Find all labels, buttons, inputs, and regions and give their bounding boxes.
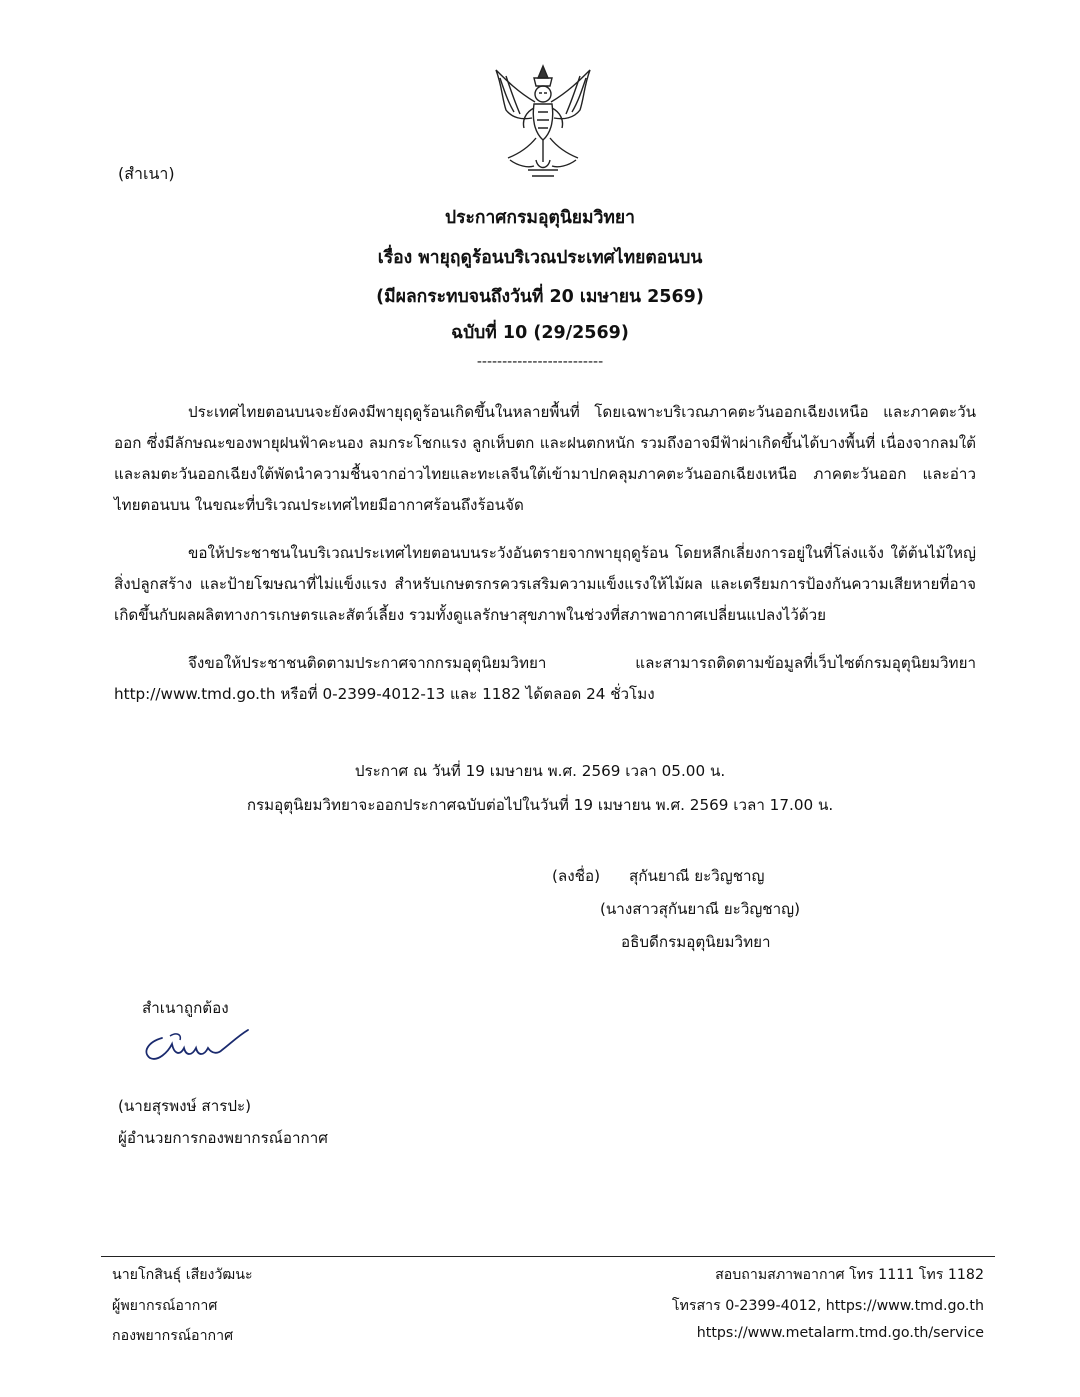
certifier-name: (นายสุรพงษ์ สารปะ) (118, 1097, 252, 1115)
announcement-effect-period: (มีผลกระทบจนถึงวันที่ 20 เมษายน 2569) (376, 287, 704, 307)
announcement-issue-number: ฉบับที่ 10 (29/2569) (451, 323, 629, 343)
signature-label: (ลงชื่อ) (552, 867, 601, 885)
garuda-emblem-icon (488, 62, 598, 182)
footer-forecaster-name: นายโกสินธุ์ เสียงวัฒนะ (112, 1267, 253, 1283)
issued-datetime: ประกาศ ณ วันที่ 19 เมษายน พ.ศ. 2569 เวลา 05.00 น. (354, 762, 726, 780)
footer-service-link[interactable]: https://www.metalarm.tmd.go.th/service (696, 1325, 984, 1341)
next-issue-datetime: กรมอุตุนิยมวิทยาจะออกประกาศฉบับต่อไปในวันที่ 19 เมษายน พ.ศ. 2569 เวลา 17.00 น. (246, 796, 834, 814)
signer-full-name: (นางสาวสุกันยาณี ยะวิญชาญ) (600, 900, 800, 918)
body-paragraph-3 (114, 648, 976, 710)
body-paragraph-2 (114, 538, 976, 631)
footer-division: กองพยากรณ์อากาศ (112, 1328, 234, 1344)
footer-forecaster-role: ผู้พยากรณ์อากาศ (112, 1298, 218, 1314)
certifier-title: ผู้อำนวยการกองพยากรณ์อากาศ (118, 1129, 328, 1147)
signer-title: อธิบดีกรมอุตุนิยมวิทยา (621, 933, 771, 951)
handwritten-signature-icon (140, 1024, 250, 1066)
footer-divider (101, 1256, 995, 1257)
announcement-title: ประกาศกรมอุตุนิยมวิทยา (444, 208, 636, 228)
signer-name: สุกันยาณี ยะวิญชาญ (629, 867, 765, 885)
body-paragraph-2-text: ขอให้ประชาชนในบริเวณประเทศไทยตอนบนระวังอันตรายจากพายุฤดูร้อน โดยหลีกเลี่ยงการอยู่ในที่โล่งแจ้ง ใต้ต้นไม้ใหญ่ สิ่งปลูกสร้าง และป้ายโฆษณาที่ไม่แข็งแรง สำหรับเกษตรกรควรเสริมความแข็งแรงให้ไม้ผล และเตรียมการป้องกันความเสียหายที่อาจเกิดขึ้นกับผลผลิตทางการเกษตรและสัตว์เลี้ยง รวมทั้งดูแลรักษาสุขภาพในช่วงที่สภาพอากาศเปลี่ยนแปลงไว้ด้วย (114, 544, 976, 624)
certified-copy-label: สำเนาถูกต้อง (142, 999, 229, 1017)
body-paragraph-3-text: จึงขอให้ประชาชนติดตามประกาศจากกรมอุตุนิยมวิทยา และสามารถติดตามข้อมูลที่เว็บไซต์กรมอุตุนิยมวิทยา http://www.tmd.go.th หรือที่ 0-2399-4012-13 และ 1182 ได้ตลอด 24 ชั่วโมง (114, 654, 976, 703)
body-paragraph-1-text: ประเทศไทยตอนบนจะยังคงมีพายุฤดูร้อนเกิดขึ้นในหลายพื้นที่ โดยเฉพาะบริเวณภาคตะวันออกเฉียงเหนือ และภาคตะวันออก ซึ่งมีลักษณะของพายุฝนฟ้าคะนอง ลมกระโชกแรง ลูกเห็บตก และฝนตกหนัก รวมถึงอาจมีฟ้าผ่าเกิดขึ้นได้บางพื้นที่ เนื่องจากลมใต้และลมตะวันออกเฉียงใต้พัดนำความชื้นจากอ่าวไทยและทะเลจีนใต้เข้ามาปกคลุมภาคตะวันออกเฉียงเหนือ ภาคตะวันออก และอ่าวไทยตอนบน ในขณะที่บริเวณประเทศไทยมีอากาศร้อนถึงร้อนจัด (114, 403, 976, 514)
copy-mark: (สำเนา) (118, 164, 175, 183)
body-paragraph-1 (114, 397, 976, 521)
footer-fax-website: โทรสาร 0-2399-4012, https://www.tmd.go.th (671, 1298, 984, 1314)
announcement-subject: เรื่อง พายุฤดูร้อนบริเวณประเทศไทยตอนบน (377, 248, 703, 268)
footer-phone-info: สอบถามสภาพอากาศ โทร 1111 โทร 1182 (715, 1267, 984, 1283)
header-separator: ------------------------- (476, 354, 604, 370)
